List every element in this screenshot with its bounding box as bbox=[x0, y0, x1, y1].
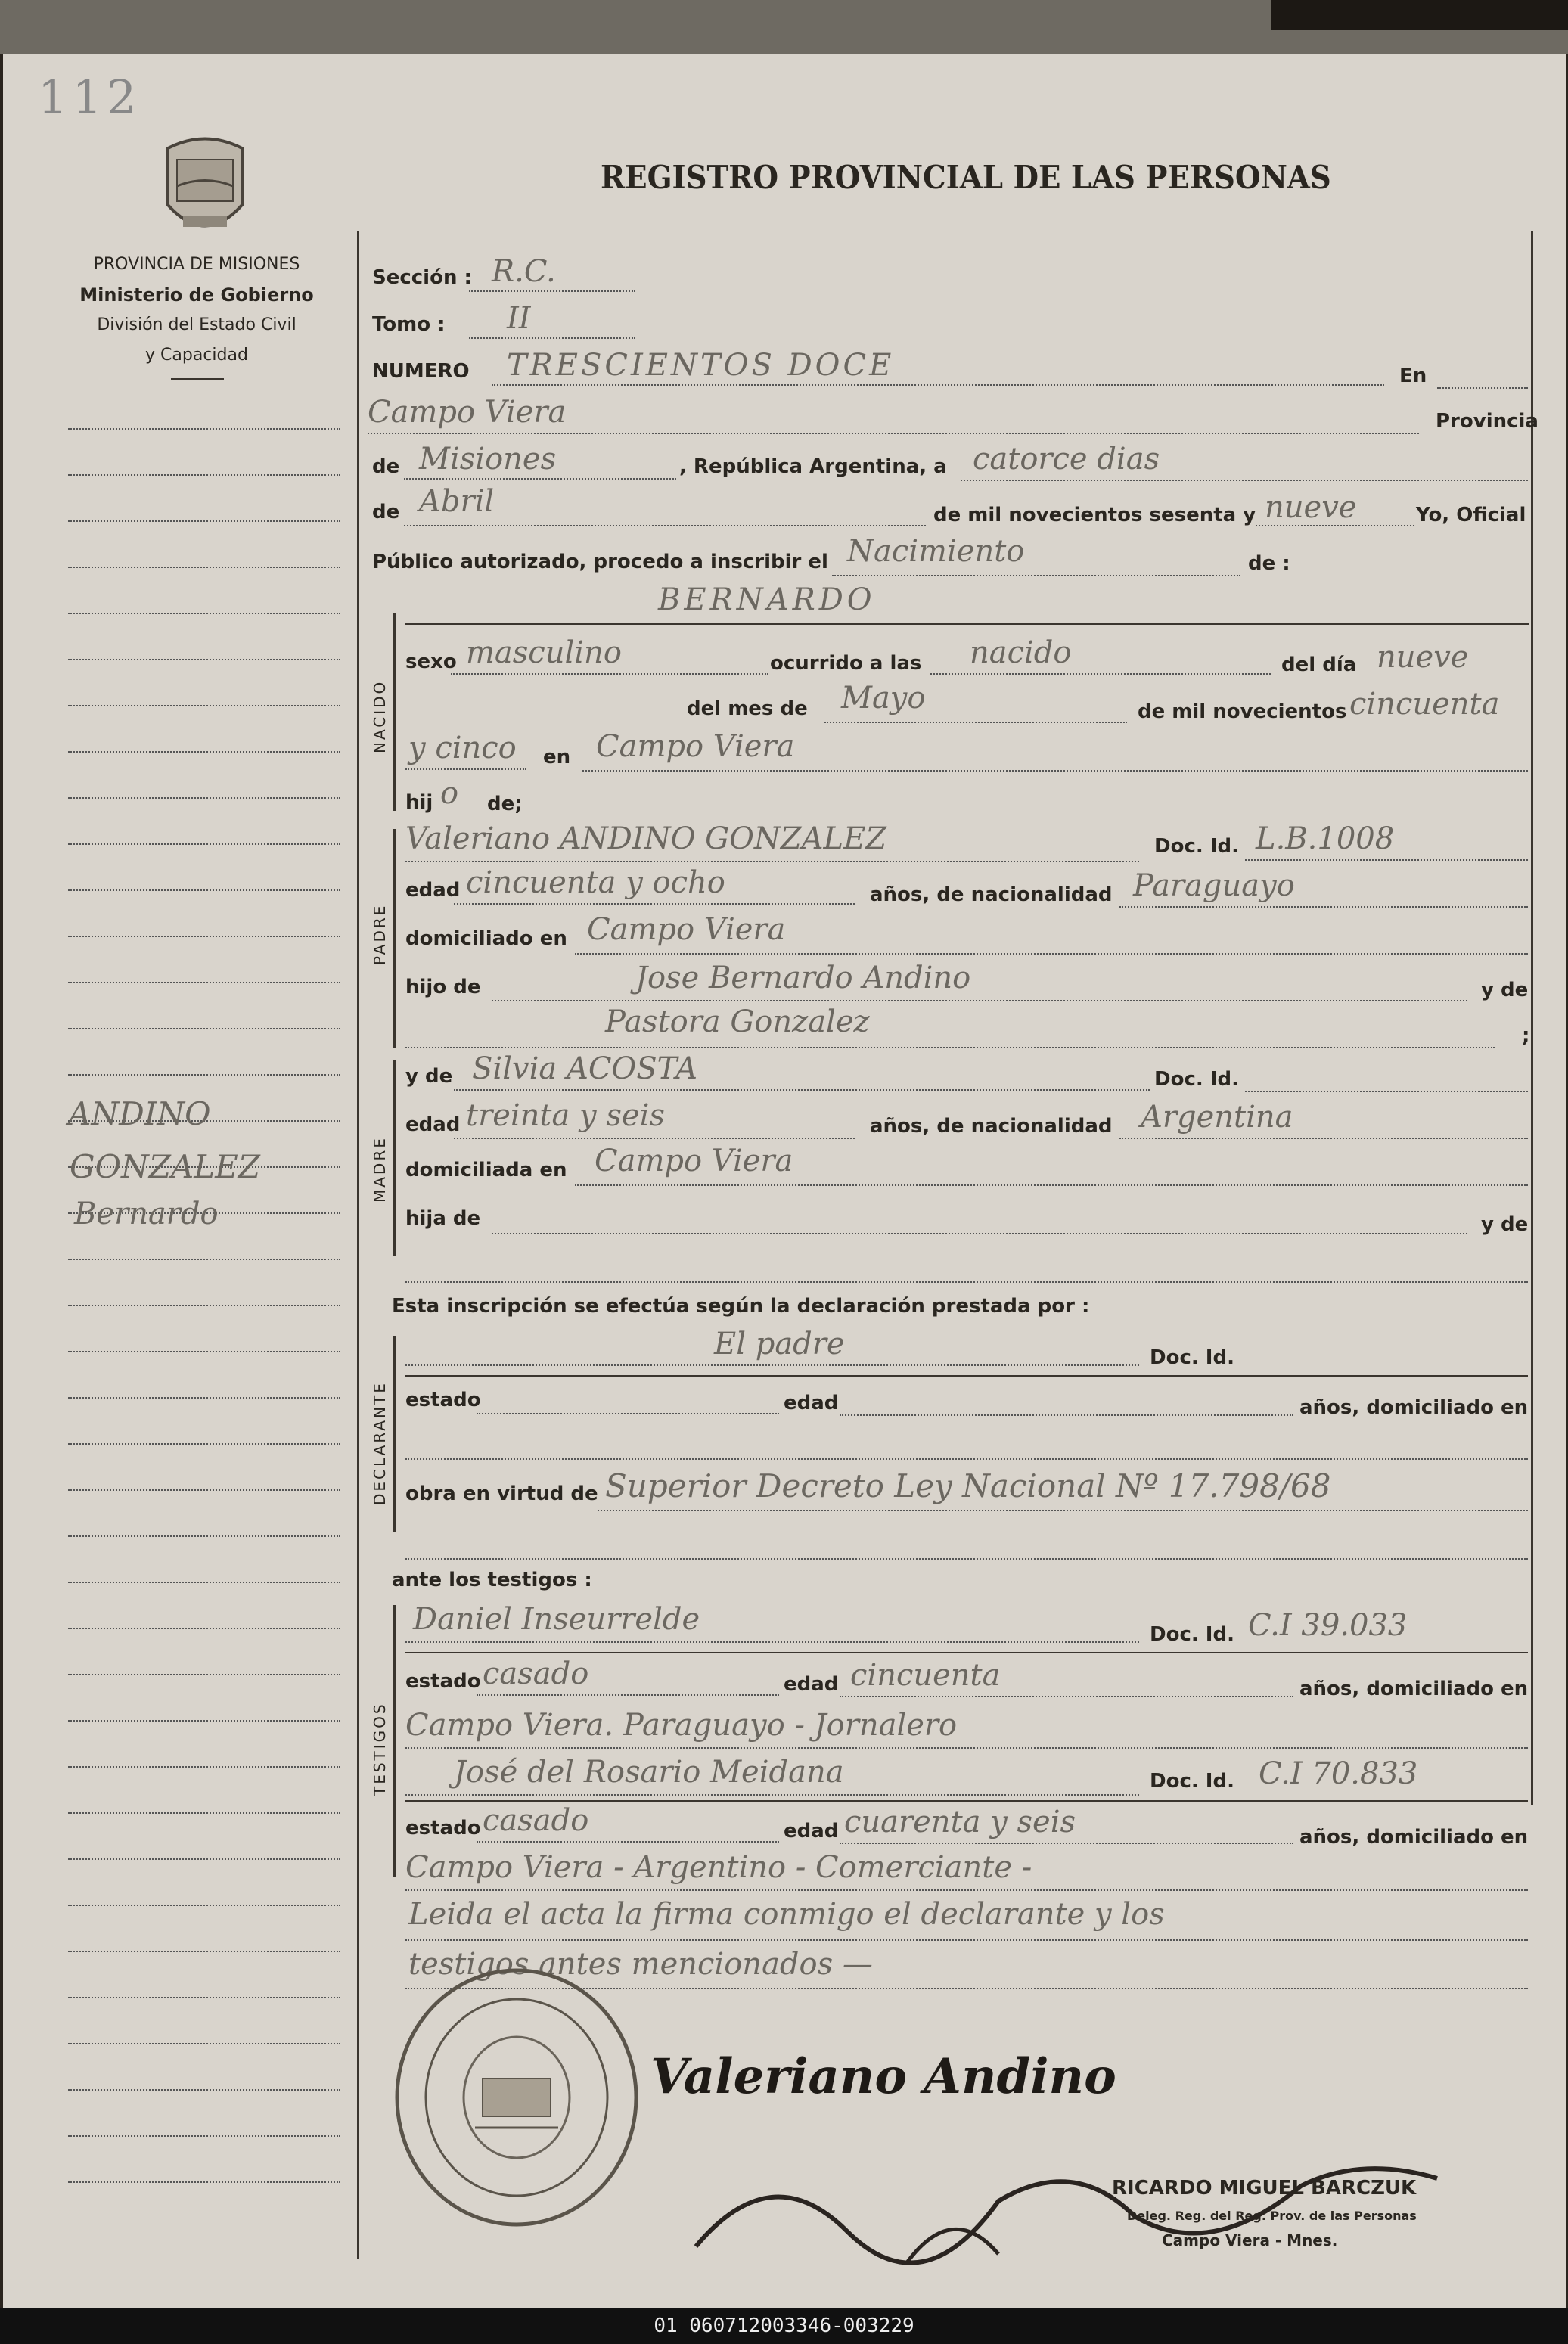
anio-nac2-value: y cinco bbox=[408, 731, 517, 765]
margin-rule bbox=[68, 1443, 340, 1445]
padre-edad-value: cincuenta y ocho bbox=[466, 865, 725, 900]
padre-dom-label: domiciliado en bbox=[405, 927, 567, 950]
margin-rule bbox=[68, 2181, 340, 2183]
cierre-line1-rule bbox=[405, 1939, 1528, 1941]
cierre-line2: testigos antes mencionados — bbox=[408, 1947, 873, 1982]
padre-doc-line bbox=[1245, 859, 1528, 861]
republica-label: , República Argentina, a bbox=[679, 455, 947, 478]
padre-bracket bbox=[393, 829, 396, 1048]
officer-stamp-name: RICARDO MIGUEL BARCZUK bbox=[1112, 2177, 1417, 2200]
division-label: División del Estado Civil bbox=[97, 315, 297, 334]
padre-edad-label: edad bbox=[405, 879, 461, 902]
margin-rule bbox=[68, 613, 340, 614]
officer-stamp-place: Campo Viera - Mnes. bbox=[1162, 2231, 1338, 2249]
margin-note-surname2: GONZALEZ bbox=[70, 1148, 260, 1185]
testigo2-value: José del Rosario Meidana bbox=[454, 1755, 844, 1790]
margin-rule bbox=[68, 889, 340, 891]
testigo1-dom-line bbox=[405, 1747, 1528, 1749]
numero-value: TRESCIENTOS DOCE bbox=[507, 348, 895, 383]
testigos-bracket bbox=[393, 1605, 396, 1877]
testigos-tag: TESTIGOS bbox=[371, 1702, 389, 1796]
anio-nac-value: cincuenta bbox=[1349, 687, 1500, 722]
margin-rule bbox=[68, 1028, 340, 1029]
margin-rule bbox=[68, 2043, 340, 2044]
margin-rule bbox=[68, 1997, 340, 1998]
declarante-edad-label: edad bbox=[784, 1392, 839, 1414]
margin-rule bbox=[68, 567, 340, 568]
obra-label: obra en virtud de bbox=[405, 1482, 598, 1505]
madre-dom-line bbox=[575, 1184, 1528, 1186]
provincia-value: Misiones bbox=[419, 442, 557, 477]
margin-rule bbox=[68, 1074, 340, 1076]
testigo1-value: Daniel Inseurrelde bbox=[413, 1602, 700, 1637]
testigo2-line bbox=[405, 1794, 1139, 1796]
testigo1-estado-line bbox=[477, 1694, 779, 1696]
margin-rule bbox=[68, 1951, 340, 1952]
sexo-line bbox=[451, 673, 768, 675]
padre-doc-label: Doc. Id. bbox=[1154, 835, 1239, 858]
madre-hija-de-label: hija de bbox=[405, 1207, 481, 1230]
testigo2-dom-label: años, domiciliado en bbox=[1299, 1826, 1529, 1849]
madre-dom-value: Campo Viera bbox=[595, 1144, 793, 1178]
ocurrido-label: ocurrido a las bbox=[770, 652, 922, 675]
hij-suffix-value: o bbox=[440, 776, 459, 811]
declarante-tag: DECLARANTE bbox=[371, 1381, 389, 1505]
hij-label: hij bbox=[405, 791, 433, 814]
margin-rule bbox=[68, 705, 340, 706]
margin-rule bbox=[68, 659, 340, 660]
madre-y-de-label2: y de bbox=[1481, 1213, 1529, 1236]
sexo-label: sexo bbox=[405, 650, 457, 673]
madre-extra-line bbox=[405, 1281, 1528, 1283]
numero-line bbox=[492, 384, 1384, 386]
margin-rule bbox=[68, 1582, 340, 1583]
testigo1-estado-value: casado bbox=[483, 1656, 589, 1691]
main-left-border bbox=[357, 231, 359, 2259]
margin-rule bbox=[68, 1628, 340, 1629]
testigo2-estado-value: casado bbox=[483, 1803, 589, 1838]
testigo2-dom-line bbox=[405, 1889, 1528, 1891]
margin-rule bbox=[68, 1259, 340, 1260]
obra-value: Superior Decreto Ley Nacional Nº 17.798/68 bbox=[605, 1467, 1331, 1504]
image-id-footer: 01_060712003346-003229 bbox=[0, 2308, 1568, 2344]
testigo1-line bbox=[405, 1641, 1139, 1643]
capacity-label: y Capacidad bbox=[145, 346, 248, 365]
padre-nac-label: años, de nacionalidad bbox=[870, 883, 1113, 906]
padre-nac-line bbox=[1119, 906, 1528, 908]
esta-inscripcion-label: Esta inscripción se efectúa según la declaración prestada por : bbox=[392, 1295, 1090, 1318]
del-dia-label: del día bbox=[1281, 654, 1357, 676]
obra-line2 bbox=[405, 1558, 1528, 1560]
margin-rule bbox=[68, 1397, 340, 1399]
en-label: En bbox=[1399, 365, 1427, 387]
padre-edad-line bbox=[454, 903, 855, 905]
testigo2-edad-line bbox=[840, 1843, 1293, 1844]
en-nac-label: en bbox=[543, 746, 571, 768]
madre-nombre-value: Silvia ACOSTA bbox=[472, 1051, 698, 1086]
madre-hija-de-line bbox=[492, 1233, 1467, 1234]
padre-nombre-value: Valeriano ANDINO GONZALEZ bbox=[405, 821, 887, 856]
top-dark-corner bbox=[1271, 0, 1568, 30]
lugar-nac-value: Campo Viera bbox=[596, 729, 795, 764]
testigo1-doc-value: C.I 39.033 bbox=[1248, 1608, 1408, 1643]
obra-line bbox=[598, 1510, 1528, 1511]
madre-edad-label: edad bbox=[405, 1113, 461, 1136]
anio-value: nueve bbox=[1265, 490, 1357, 525]
margin-rule bbox=[68, 428, 340, 430]
margin-rule bbox=[68, 1858, 340, 1860]
ministry-label: Ministerio de Gobierno bbox=[79, 284, 314, 306]
madre-dom-label: domiciliada en bbox=[405, 1159, 567, 1181]
semicolon-label: ; bbox=[1522, 1024, 1530, 1047]
testigo1-estado-label: estado bbox=[405, 1670, 481, 1693]
margin-rule bbox=[68, 474, 340, 476]
acto-value: Nacimiento bbox=[847, 534, 1025, 569]
testigo2-edad-label: edad bbox=[784, 1820, 839, 1843]
parent-signature: Valeriano Andino bbox=[650, 2048, 1116, 2105]
madre-tag: MADRE bbox=[371, 1136, 389, 1203]
nombre-value: BERNARDO bbox=[658, 582, 876, 617]
testigo2-estado-label: estado bbox=[405, 1817, 481, 1839]
mes-nac-line bbox=[824, 722, 1127, 723]
madre-doc-line bbox=[1245, 1091, 1528, 1092]
provincia-line bbox=[404, 478, 676, 480]
margin-rule bbox=[68, 1766, 340, 1768]
de-mil-label: de mil novecientos sesenta y bbox=[933, 504, 1256, 526]
madre-edad-value: treinta y seis bbox=[466, 1098, 665, 1133]
padre-dom-line bbox=[575, 953, 1528, 955]
publico-label: Público autorizado, procedo a inscribir el bbox=[372, 551, 828, 573]
testigo1-edad-line bbox=[840, 1696, 1293, 1697]
madre-doc-label: Doc. Id. bbox=[1154, 1068, 1239, 1091]
provincia-label: Provincia bbox=[1436, 410, 1539, 433]
declarante-estado-label: estado bbox=[405, 1389, 481, 1411]
margin-rule bbox=[68, 797, 340, 799]
testigo2-edad-value: cuarenta y seis bbox=[844, 1805, 1076, 1839]
left-header bbox=[30, 250, 363, 371]
testigo1-dom-label: años, domiciliado en bbox=[1299, 1678, 1529, 1700]
madre-nac-value: Argentina bbox=[1141, 1100, 1293, 1135]
yo-oficial-label: Yo, Oficial bbox=[1416, 504, 1526, 526]
numero-label: NUMERO bbox=[372, 360, 470, 383]
declarante-edad-line bbox=[840, 1414, 1293, 1416]
margin-rule bbox=[68, 843, 340, 845]
de-colon-label: de : bbox=[1248, 552, 1290, 575]
margin-note-surname1: ANDINO bbox=[68, 1095, 211, 1132]
margin-rule bbox=[68, 1905, 340, 1906]
padre-nombre-line bbox=[405, 861, 1139, 862]
header-divider bbox=[171, 378, 224, 380]
seccion-label: Sección : bbox=[372, 266, 472, 289]
declarante-top-line bbox=[405, 1375, 1528, 1377]
declarante-doc-label: Doc. Id. bbox=[1150, 1346, 1234, 1369]
padre-hijo-de-label: hijo de bbox=[405, 976, 481, 998]
declarante-estado-line bbox=[477, 1413, 779, 1414]
fecha-dias-line bbox=[961, 480, 1528, 481]
acto-line bbox=[832, 575, 1240, 576]
nacido-tag: NACIDO bbox=[371, 679, 389, 753]
margin-rule bbox=[68, 1489, 340, 1491]
margin-rule bbox=[68, 1812, 340, 1814]
cierre-line1: Leida el acta la firma conmigo el declarante y los bbox=[408, 1897, 1165, 1932]
testigo2-doc-label: Doc. Id. bbox=[1150, 1770, 1234, 1793]
tomo-label: Tomo : bbox=[372, 313, 446, 336]
margin-rule bbox=[68, 982, 340, 983]
de2-label: de bbox=[372, 501, 400, 523]
testigo2-top-line bbox=[405, 1800, 1528, 1802]
ante-testigos-label: ante los testigos : bbox=[392, 1569, 592, 1591]
hora-line bbox=[930, 673, 1271, 675]
testigo2-doc-value: C.I 70.833 bbox=[1259, 1756, 1418, 1791]
testigo1-edad-value: cincuenta bbox=[850, 1658, 1001, 1693]
dia-value: nueve bbox=[1377, 640, 1469, 675]
seccion-value: R.C. bbox=[492, 254, 556, 289]
margin-note-name: Bernardo bbox=[74, 1197, 219, 1231]
official-seal bbox=[392, 1965, 641, 2230]
lugar-line bbox=[368, 433, 1419, 434]
madre-bracket bbox=[393, 1060, 396, 1256]
nacido-top-line bbox=[405, 623, 1529, 625]
hora-value: nacido bbox=[970, 635, 1072, 670]
declarante-line bbox=[405, 1364, 1139, 1366]
testigo1-doc-label: Doc. Id. bbox=[1150, 1623, 1234, 1646]
testigo1-edad-label: edad bbox=[784, 1673, 839, 1696]
margin-rule bbox=[68, 2089, 340, 2091]
margin-rule bbox=[68, 936, 340, 937]
margin-rule bbox=[68, 1351, 340, 1352]
margin-rule bbox=[68, 1720, 340, 1722]
padre-hijo-de-value: Jose Bernardo Andino bbox=[635, 961, 971, 995]
testigo2-estado-line bbox=[477, 1841, 779, 1843]
testigo1-top-line bbox=[405, 1652, 1528, 1653]
page-title: REGISTRO PROVINCIAL DE LAS PERSONAS bbox=[601, 159, 1331, 196]
margin-rule bbox=[68, 751, 340, 753]
declarante-dom-line bbox=[405, 1458, 1528, 1460]
padre-hijo-de2-line bbox=[405, 1047, 1495, 1048]
madre-edad-line bbox=[454, 1138, 855, 1139]
lugar-value: Campo Viera bbox=[368, 395, 567, 430]
madre-nombre-line bbox=[454, 1089, 1150, 1091]
mes-nac-value: Mayo bbox=[841, 681, 926, 716]
de-semicolon-label: de; bbox=[487, 793, 523, 815]
padre-hijo-de-line bbox=[492, 1000, 1467, 1001]
de-mil-nov-label: de mil novecientos bbox=[1138, 700, 1347, 723]
main-right-border bbox=[1531, 231, 1533, 1805]
provincial-crest-icon bbox=[160, 133, 250, 244]
fecha-dias-value: catorce dias bbox=[973, 442, 1160, 477]
del-mes-label: del mes de bbox=[687, 697, 808, 720]
folio-number: 112 bbox=[38, 70, 141, 125]
tomo-line bbox=[469, 337, 635, 339]
en-line bbox=[1437, 387, 1528, 389]
madre-y-de-label: y de bbox=[405, 1065, 453, 1088]
sexo-value: masculino bbox=[466, 635, 622, 670]
anio-line bbox=[1256, 525, 1414, 526]
officer-stamp-role: Deleg. Reg. del Reg. Prov. de las Personas bbox=[1127, 2209, 1417, 2223]
padre-nac-value: Paraguayo bbox=[1133, 868, 1295, 903]
mes-line bbox=[404, 525, 926, 526]
margin-rule bbox=[68, 1305, 340, 1306]
de-label: de bbox=[372, 455, 400, 478]
tomo-value: II bbox=[507, 301, 531, 336]
lugar-nac-line bbox=[582, 770, 1528, 772]
province-label: PROVINCIA DE MISIONES bbox=[93, 255, 300, 274]
padre-doc-value: L.B.1008 bbox=[1256, 821, 1395, 856]
margin-rule bbox=[68, 520, 340, 522]
padre-hijo-de2-value: Pastora Gonzalez bbox=[605, 1004, 870, 1039]
seccion-line bbox=[469, 290, 635, 292]
declarante-bracket bbox=[393, 1336, 396, 1532]
margin-rule bbox=[68, 1674, 340, 1675]
madre-nac-label: años, de nacionalidad bbox=[870, 1115, 1113, 1138]
margin-rule bbox=[68, 2135, 340, 2137]
nacido-bracket bbox=[393, 613, 396, 811]
testigo1-dom-value: Campo Viera. Paraguayo - Jornalero bbox=[405, 1708, 958, 1743]
mes-value: Abril bbox=[419, 484, 495, 519]
declarante-dom-label: años, domiciliado en bbox=[1299, 1396, 1529, 1419]
testigo2-dom-value: Campo Viera - Argentino - Comerciante - bbox=[405, 1850, 1032, 1885]
padre-y-de-label: y de bbox=[1481, 979, 1529, 1001]
madre-nac-line bbox=[1119, 1138, 1528, 1139]
padre-dom-value: Campo Viera bbox=[587, 912, 786, 947]
margin-rule bbox=[68, 1535, 340, 1537]
declarante-value: El padre bbox=[714, 1327, 845, 1361]
padre-tag: PADRE bbox=[371, 903, 389, 965]
anio-nac2-line bbox=[405, 768, 526, 770]
